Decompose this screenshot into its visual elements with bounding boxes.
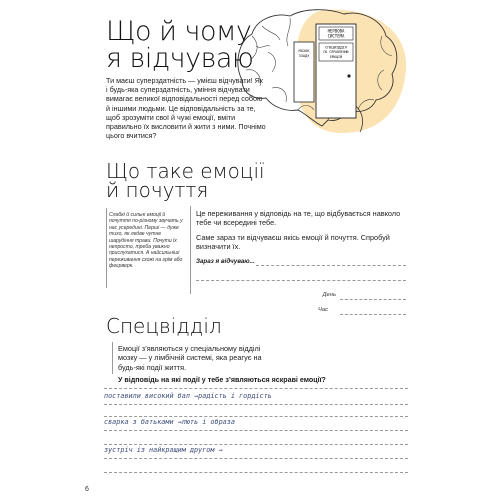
answer-line-1[interactable] — [104, 404, 408, 405]
time-label: Час — [317, 307, 328, 313]
answer-line-0[interactable] — [104, 388, 408, 389]
sidenote-divider — [106, 208, 107, 288]
emotions-question: У відповідь на які події у тебе з’являються яскраві емоції? — [118, 376, 326, 384]
brain-label-nervous-1: НЕРВОВА — [327, 28, 345, 34]
intro-paragraph — [106, 76, 266, 140]
brain-label-brain-2: ЗЗАДУ — [298, 54, 310, 58]
emotions-paragraph-1: Це переживання у відповідь на те, що відбувається навколо тебе чи всередині тебе. — [196, 209, 401, 228]
special-divider — [112, 342, 113, 374]
answer-1: поставили високий бал →радість і гордість — [104, 392, 272, 400]
brain-label-nervous-2: СИСТЕМА — [327, 33, 345, 39]
column-divider — [190, 206, 191, 294]
page-number: 6 — [85, 486, 89, 493]
brain-label-special-2: ПО СПРАВЛЕННЮ — [323, 50, 349, 54]
section-heading-emotions — [106, 159, 265, 202]
section-heading-emotions-line-1: Що таке емоції — [106, 159, 265, 183]
brain-label-brain-1: МОЗОК — [298, 49, 310, 53]
page-title-line-1: Що й чому — [106, 16, 252, 47]
answer-line-5[interactable] — [104, 458, 408, 459]
section-heading-emotions-line-2: й почуття — [106, 178, 209, 202]
answer-line-4[interactable] — [104, 444, 408, 445]
door-knob — [347, 74, 350, 77]
brain-label-special-3: ЕМОЦІЙ — [329, 55, 343, 59]
day-field[interactable] — [340, 299, 406, 300]
answer-line-6[interactable] — [104, 472, 408, 473]
time-field[interactable] — [340, 314, 406, 315]
section-heading-special — [106, 316, 222, 336]
now-feeling-line-1[interactable] — [256, 265, 406, 266]
day-label: День — [322, 292, 336, 298]
answer-2: сварка з батьками →лють і образа — [104, 418, 235, 426]
answer-line-3[interactable] — [104, 430, 408, 431]
now-feeling-label: Зараз я відчуваю... — [196, 258, 255, 265]
special-text: Емоції з’являються у спеціальному відділі мозку — у лімбічній системі, яка реагує на будь-які події життя. — [118, 344, 262, 372]
section-heading-special-text: Спецвідділ — [106, 314, 222, 338]
special-paragraph — [118, 344, 278, 372]
answer-3: зустріч із найкращим другом → — [104, 446, 223, 454]
answer-line-2[interactable] — [104, 416, 408, 417]
intro-text: Ти маєш суперздатність — умієш відчувати! Як і будь-яка суперздатність, уміння відчувати вимагає великої відповідальності перед собою й іншими людьми. Це відповідальність за те, щоб зрозуміти свої й чужі емоції, вміти правильно їх висловити й жити з ними. Почнімо цього вчитися? — [106, 76, 266, 141]
sidenote — [109, 212, 185, 270]
brain-label-special-1: СПЕЦВІДДІЛ — [325, 45, 347, 50]
page-title-line-2: я відчуваю — [106, 43, 254, 74]
emotions-paragraph-2: Саме зараз ти відчуваєш якісь емоції й почуття. Спробуй визначити їх. — [196, 232, 390, 251]
now-feeling-line-2[interactable] — [196, 280, 406, 281]
sidenote-text: Слабкі й сильні емоції й почуття по-різному звучать у нас усередині. Перші — дуже тихо, як ледве чутне шарудіння трави. Почути їх непросто, треба уважно прислухатися. А найсильніші переживання схожі на грім або феєрверк. — [109, 212, 183, 270]
emotions-body — [196, 209, 406, 256]
